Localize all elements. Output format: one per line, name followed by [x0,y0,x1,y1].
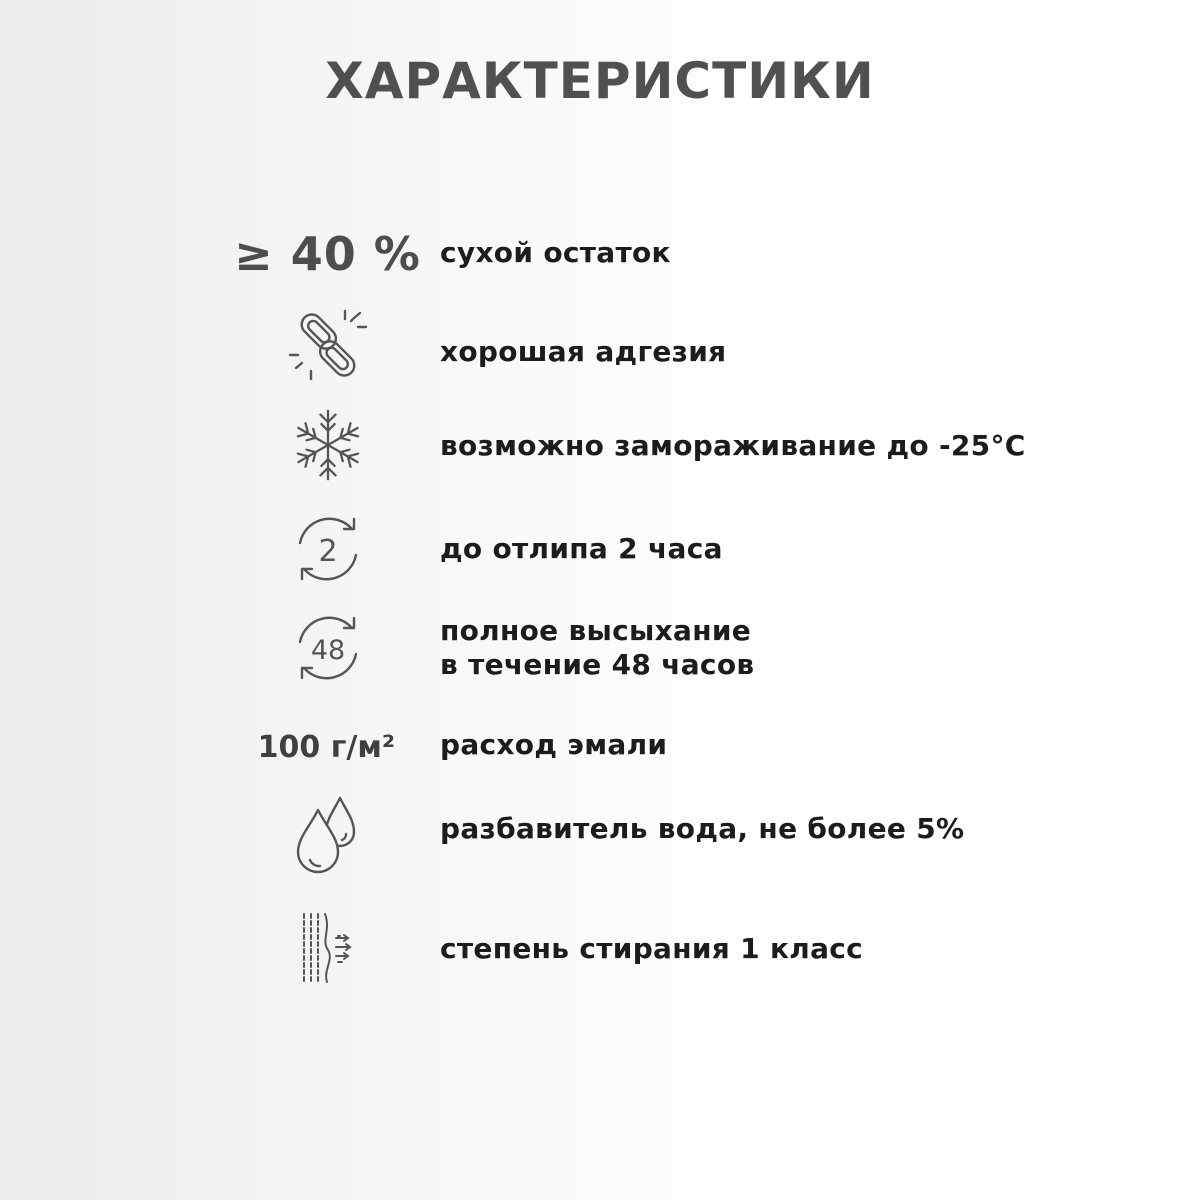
tack-free-label: до отлипа 2 часа [440,532,723,565]
dry-residue-value: ≥ 40 % [234,227,421,281]
water-drops-icon [240,790,415,876]
spec-row-freezing [0,405,1200,485]
dry-residue-value-cell [234,222,421,286]
spec-row-dry-residue [0,222,1200,286]
spec-row-abrasion [0,908,1200,988]
abrasion-icon [240,908,415,988]
abrasion-label: степень стирания 1 класс [440,932,864,965]
spec-row-full-drying [0,606,1200,690]
spec-row-adhesion [0,305,1200,385]
thinner-label: разбавитель вода, не более 5% [440,812,965,845]
page-title: ХАРАКТЕРИСТИКИ [325,52,875,110]
cycle-2-icon [240,508,415,590]
freezing-label: возможно замораживание до -25°С [440,429,1026,462]
chain-link-icon [240,305,415,385]
consumption-value-cell [240,722,415,772]
full-drying-label-line-1: полное высыхание [440,614,752,647]
consumption-label: расход эмали [440,728,668,761]
cycle-48-icon [240,606,415,690]
adhesion-label: хорошая адгезия [440,335,727,368]
spec-row-consumption [0,722,1200,772]
spec-row-thinner [0,790,1200,876]
consumption-value: 100 г/м² [257,729,395,765]
cycle-48-number: 48 [310,635,345,666]
dry-residue-label: сухой остаток [440,236,671,269]
cycle-2-number: 2 [317,534,338,569]
snowflake-icon [240,405,415,485]
full-drying-label-line-2: в течение 48 часов [440,648,755,681]
full-drying-label [440,614,754,682]
spec-row-tack-free [0,508,1200,590]
